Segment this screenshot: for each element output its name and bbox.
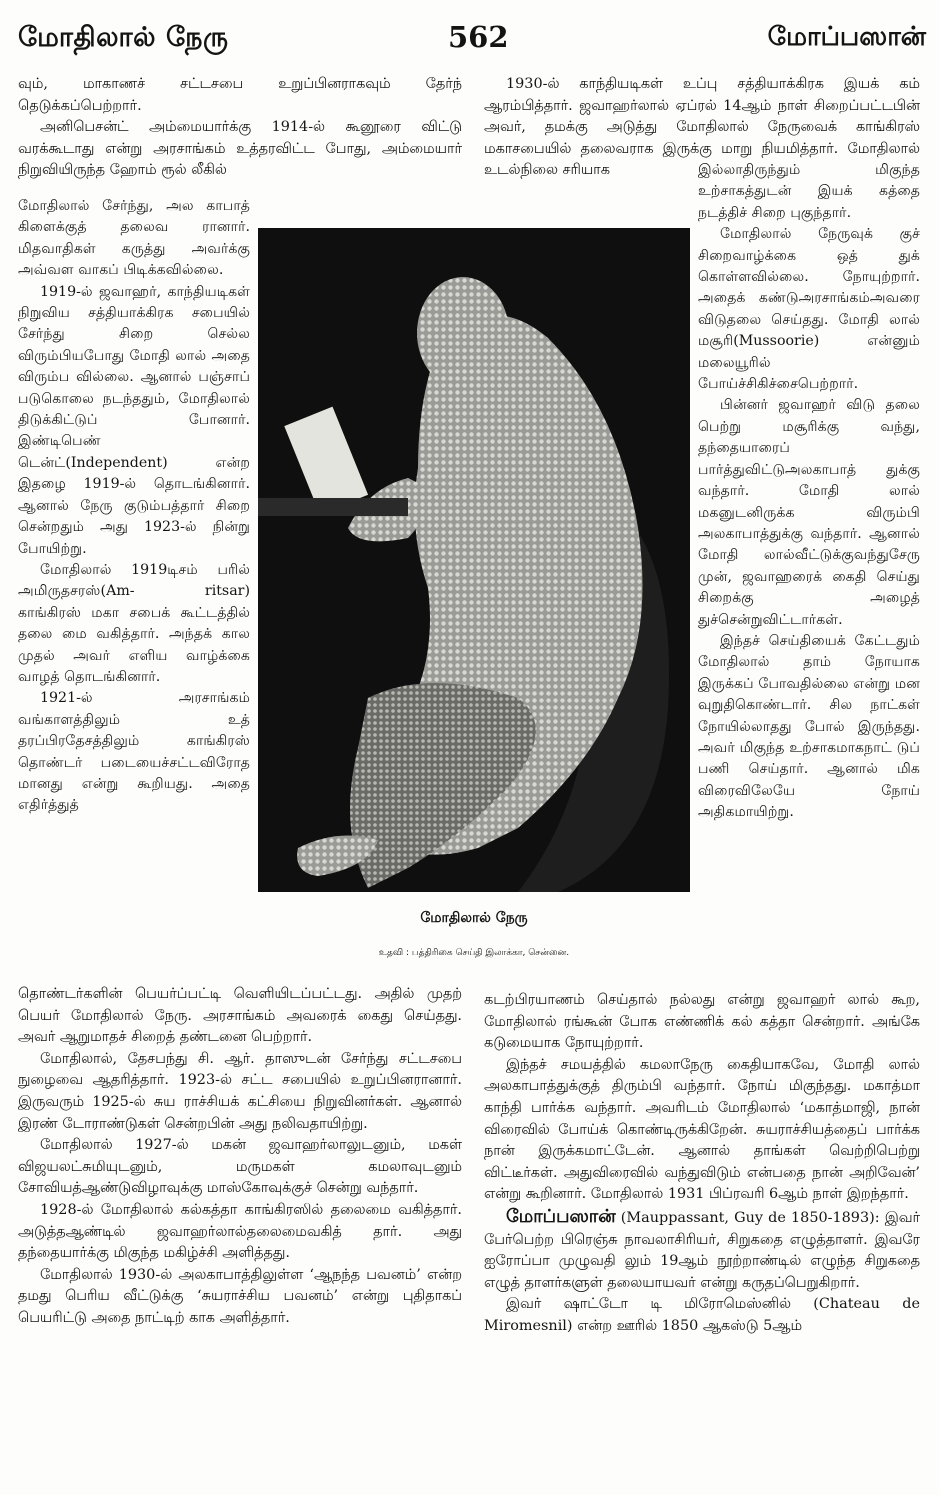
figure-credit: உதவி : பத்திரிகை செய்தி இலாக்கா, சென்னை. (378, 948, 570, 958)
left-column-top (18, 74, 462, 182)
paragraph: இல்லாதிருந்தும் மிகுந்த உற்சாகத்துடன் இயக் கத்தை நடத்திச் சிறை புகுந்தார். (698, 162, 920, 221)
paragraph: மோதிலால் 1930-ல் அலகாபாத்திலுள்ள ‘ஆநந்த பவனம்’ என்ற தமது பெரிய வீட்டுக்கு ‘சுயராச்சிய பவனம்’ என்று புதிதாகப் பெயரிட்டு அதை நாட்டிற் காக அளித்தார். (18, 1266, 462, 1326)
paragraph: மோதிலால் நேருவுக் குச் சிறைவாழ்க்கை ஒத் துக் கொள்ளவில்லை. நோயுற்றார். அதைக் கண்டுஅரசாங்கம்அவரை விடுதலை செய்தது. மோதி லால் மசூரி(Mussoorie) என்னும் மலையூரில் போய்ச்சிகிச்சைபெற்றார். (698, 226, 920, 393)
paragraph: கடற்பிரயாணம் செய்தால் நல்லது என்று ஜவாஹர் லால் கூற, மோதிலால் ரங்கூன் போக எண்ணிக் கல் கத்தா சென்றார். அங்கே கடுமையாக நோயுற்றார். (484, 992, 920, 1052)
running-head-left: மோதிலால் நேரு (18, 22, 229, 53)
portrait-photo (258, 228, 690, 892)
paragraph: இந்தச் சமயத்தில் கமலாநேரு கைதியாகவே, மோதி லால் அலகாபாத்துக்குத் திரும்பி வந்தார். நோய் மிகுந்தது. மகாத்மா காந்தி பார்க்க வந்தார். அவரிடம் மோதிலால் ‘மகாத்மாஜி, நான் விரைவில் போய்க் கொண்டிருக்கிறேன். சுயராச்சியத்தைப் பார்க்க நான் இருக்கமாட்டேன். ஆனால் தாங்கள் வெற்றிபெற்று விட்டீர்கள். அதுவிரைவில் வந்துவிடும் என்பதை நான் அறிவேன்’ என்று கூறினார். மோதிலால் 1931 பிப்ரவரி 6ஆம் நாள் இறந்தார். (484, 1056, 920, 1203)
paragraph: தொண்டர்களின் பெயர்ப்பட்டி வெளியிடப்பட்டது. அதில் முதற் பெயர் மோதிலால் நேரு. அரசாங்கம் அவரைக் கைது செய்தது. அவர் ஆறுமாதச் சிறைத் தண்டனை பெற்றார். (18, 986, 462, 1046)
paragraph: 1930-ல் காந்தியடிகள் உப்பு சத்தியாக்கிரக இயக் கம் ஆரம்பித்தார். ஜவாஹர்லால் ஏப்ரல் 14ஆம் நாள் சிறைப்பட்டபின் அவர், தமக்கு அடுத்து மோதிலால் நேருவைக் காங்கிரஸ் மகாசபையில் தலைவராக இருக்கு மாறு நியமித்தார். மோதிலால் உடல்நிலை சரியாக (484, 76, 920, 179)
paragraph: பின்னர் ஜவாஹர் விடு தலை பெற்று மசூரிக்கு வந்து, தந்தையாரைப் பார்த்துவிட்டுஅலகாபாத் துக்கு வந்தார். மோதி லால் மகனுடனிருக்க விரும்பி அலகாபாத்துக்கு வந்தார். ஆனால் மோதி லால்வீட்டுக்குவந்துசேரு முன், ஜவாஹரைக் கைதி செய்து சிறைக்கு அழைத் துச்சென்றுவிட்டார்கள். (698, 397, 920, 628)
paragraph: 1928-ல் மோதிலால் கல்கத்தா காங்கிரஸில் தலைமை வகித்தார். அடுத்தஆண்டில் ஜவாஹர்லால்தலைமைவகித் தார். அது தந்தையார்க்கு மிகுந்த மகிழ்ச்சி அளித்தது. (18, 1201, 462, 1262)
portrait-image (258, 228, 690, 892)
paragraph: மோதிலால் 1919டிசம் பரில் அமிருதசரஸ்(Am- ritsar) காங்கிரஸ் மகா சபைக் கூட்டத்தில் தலை மை வகித்தார். அந்தக் கால முதல் அவர் எளிய வாழ்க்கை வாழத் தொடங்கினார். (18, 561, 250, 685)
figure-caption: மோதிலால் நேரு (420, 910, 528, 926)
paragraph: வும், மாகாணச் சட்டசபை உறுப்பினராகவும் தேர்ந் தெடுக்கப்பெற்றார். (18, 76, 462, 114)
paragraph: மோதிலால் 1927-ல் மகன் ஜவாஹர்லாலுடனும், மகள் விஜயலட்சுமியுடனும், மருமகள் கமலாவுடனும் சோவியத்ஆண்டுவிழாவுக்கு மாஸ்கோவுக்குச் சென்று வந்தார். (18, 1137, 462, 1197)
right-column-bottom (484, 990, 920, 1338)
paragraph: அனிபெசன்ட் அம்மையார்க்கு 1914-ல் கூனூரை விட்டு வரக்கூடாது என்று அரசாங்கம் உத்தரவிட்ட போது, அம்மையார் நிறுவியிருந்த ஹோம் ரூல் லீகில் (18, 119, 462, 179)
paragraph: இந்தச் செய்தியைக் கேட்டதும் மோதிலால் தாம் நோயாக இருக்கப் போவதில்லை என்று மன வுறுதிகொண்டார். சில நாட்கள் நோயில்லாதது போல் இருந்தது. அவர் மிகுந்த உற்சாகமாகநாட் டுப் பணி செய்தார். ஆனால் மிக விரைவிலேயே நோய் அதிகமாயிற்று. (698, 632, 920, 821)
encyclopedia-entry (484, 1206, 920, 1294)
page-number: 562 (448, 20, 509, 54)
paragraph: 1921-ல் அரசாங்கம் வங்காளத்திலும் உத் தரப்பிரதேசத்திலும் காங்கிரஸ் தொண்டர் படையைச்சட்டவிரோத மானது என்று கூறியது. அதை எதிர்த்துத் (18, 690, 250, 814)
right-column-narrow (698, 160, 920, 824)
left-column-bottom (18, 984, 462, 1330)
left-column-narrow (18, 196, 250, 817)
paragraph: மோதிலால், தேசபந்து சி. ஆர். தாஸுடன் சேர்ந்து சட்டசபை நுழைவை ஆதரித்தார். 1923-ல் சட்ட சபையில் உறுப்பினரானார். இருவரும் 1925-ல் சுய ராச்சியக் கட்சியை நிறுவினர்கள். ஆனால் இரண் டோராண்டுகள் சென்றபின் அது நலிவதாயிற்று. (18, 1050, 462, 1132)
running-head-right: மோப்பஸான் (767, 22, 926, 52)
paragraph: மோதிலால் சேர்ந்து, அல காபாத் கிளைக்குத் தலைவ ரானார். மிதவாதிகள் கருத்து அவர்க்கு அவ்வள வாகப் பிடிக்கவில்லை. (18, 198, 250, 279)
entry-text: (Mauppassant, Guy de 1850-1893): இவர் பேர்பெற்ற பிரெஞ்சு நாவலாசிரியர், சிறுகதை எழுத்தாளர். இவரே ஐரோப்பா முழுவதி லும் 19ஆம் நூற்றாண்டில் எழுந்த சிறுகதை எழுத் தாளர்களுள் தலையாயவர் என்று கருதப்பெறுகிறார். (484, 1209, 920, 1291)
paragraph: 1919-ல் ஜவாஹர், காந்தியடிகள் நிறுவிய சத்தியாக்கிரக சபையில் சேர்ந்து சிறை செல்ல விரும்பியபோது மோதி லால் அதை விரும்ப வில்லை. ஆனால் பஞ்சாப் படுகொலை நடந்ததும், மோதிலால் திடுக்கிட்டுப் போனார். இண்டிபெண் டென்ட்(Independent) என்ற இதழை 1919-ல் தொடங்கினார். ஆனால் நேரு குடும்பத்தார் சிறை சென்றதும் அது 1923-ல் நின்று போயிற்று. (18, 283, 250, 557)
entry-headword: மோப்பஸான் (506, 1205, 616, 1227)
page-header (0, 0, 940, 70)
paragraph: இவர் ஷாட்டோ டி மிரோமெஸ்னில் (Chateau de Miromesnil) என்ற ஊரில் 1850 ஆகஸ்டு 5ஆம் (484, 1296, 920, 1334)
